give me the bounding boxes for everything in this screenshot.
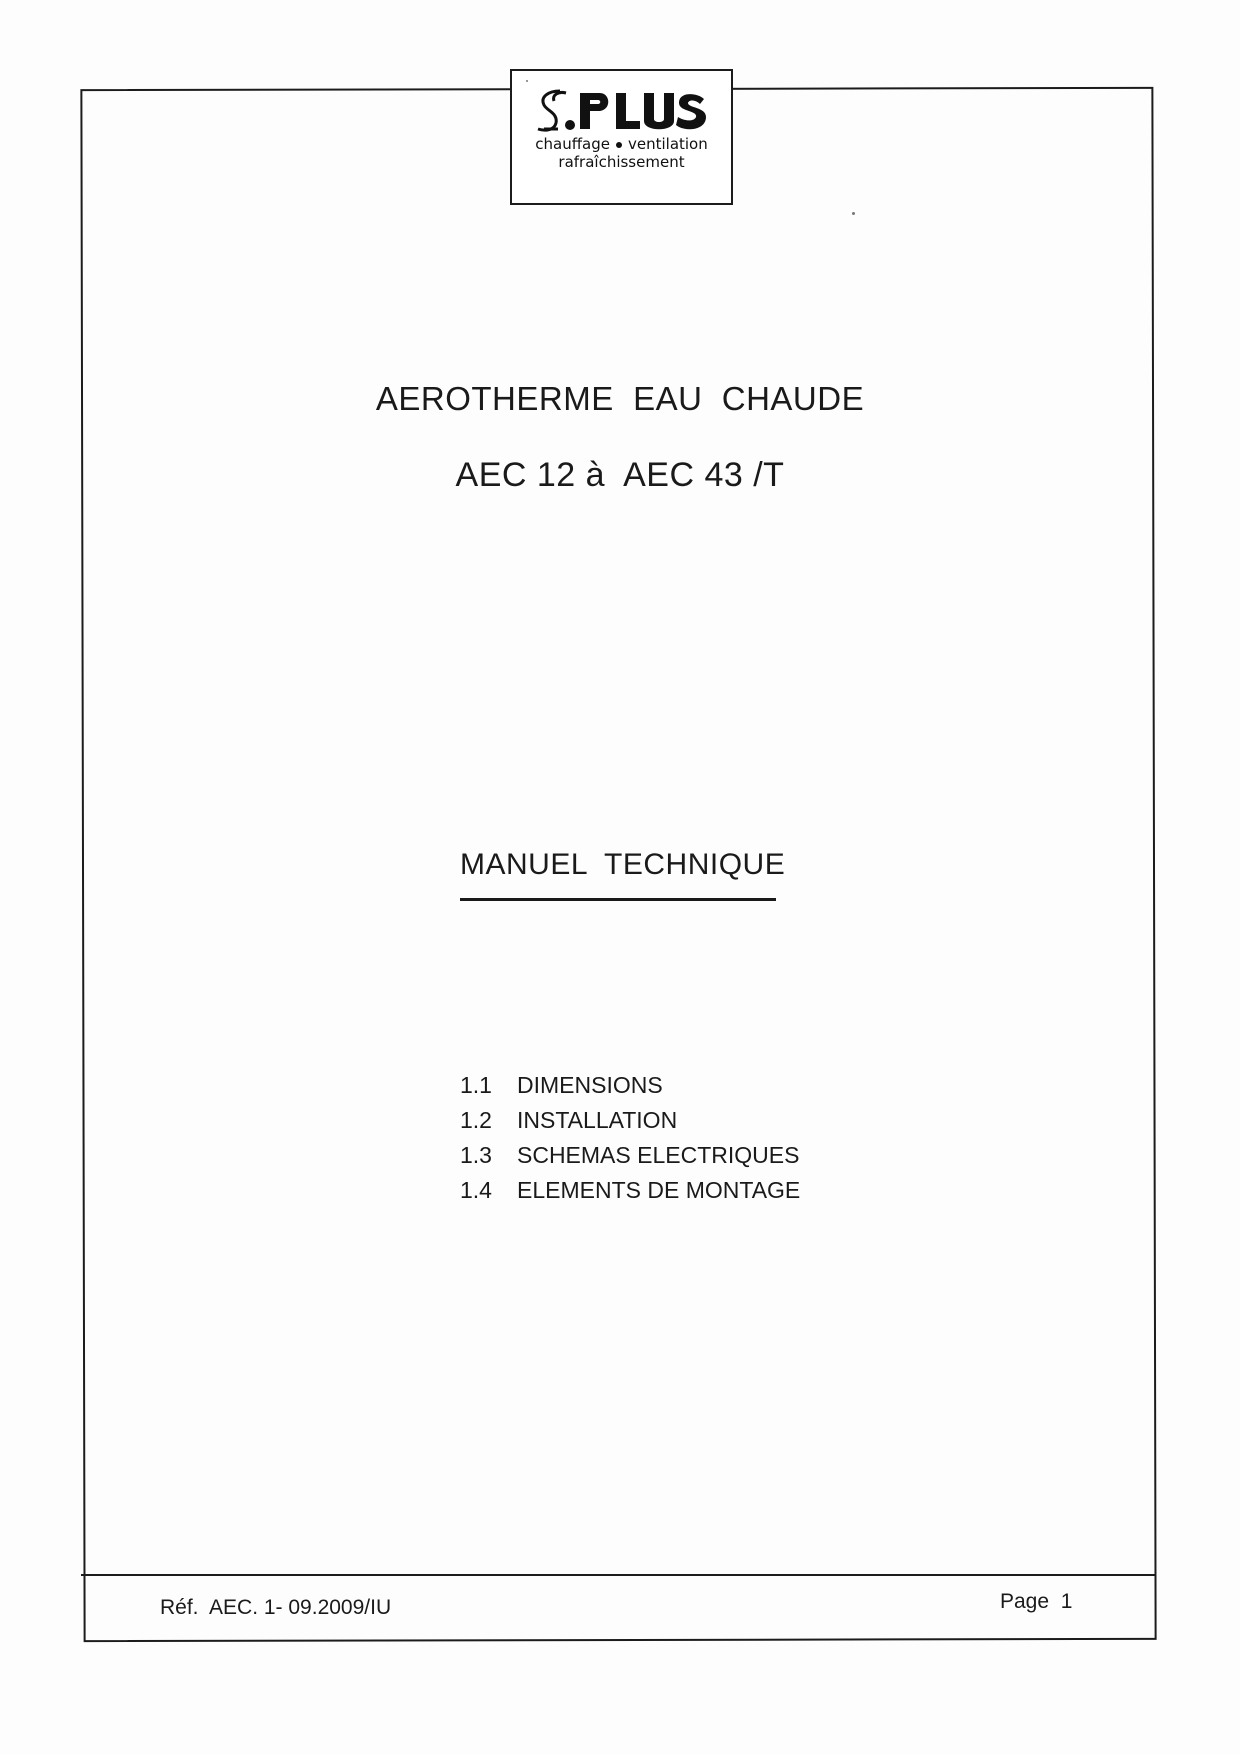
- toc-label: DIMENSIONS: [517, 1072, 663, 1098]
- document-subtitle: AEC 12 à AEC 43 /T: [455, 456, 785, 494]
- bullet-icon: [616, 142, 622, 148]
- logo-tagline-ventilation: ventilation: [627, 135, 708, 153]
- splus-logo-mark: [534, 85, 714, 137]
- logo-tagline-line2: rafraîchissement: [558, 153, 685, 171]
- table-of-contents: [460, 1072, 860, 1212]
- toc-label: INSTALLATION: [517, 1107, 678, 1133]
- toc-number: 1.2: [460, 1107, 492, 1133]
- manual-title-underline: [460, 898, 776, 901]
- toc-label: SCHEMAS ELECTRIQUES: [517, 1142, 800, 1168]
- toc-number: 1.4: [460, 1177, 492, 1203]
- scan-speck: [852, 212, 855, 215]
- toc-number: 1.3: [460, 1142, 492, 1168]
- toc-item-dimensions: [460, 1072, 860, 1107]
- toc-number: 1.1: [460, 1072, 492, 1098]
- footer-divider: [81, 1574, 1155, 1576]
- document-title: AEROTHERME EAU CHAUDE: [375, 380, 865, 417]
- scan-speck: [526, 80, 528, 82]
- logo-tagline-line1: [512, 135, 731, 153]
- toc-item-installation: [460, 1107, 860, 1142]
- company-logo: [510, 69, 733, 205]
- manual-title: MANUEL TECHNIQUE: [460, 848, 786, 881]
- toc-item-electrical-schematics: [460, 1142, 860, 1177]
- footer-page-number: Page 1: [1000, 1590, 1073, 1613]
- toc-item-mounting-elements: [460, 1177, 860, 1212]
- logo-tagline-heating: chauffage: [535, 135, 610, 153]
- toc-label: ELEMENTS DE MONTAGE: [517, 1177, 801, 1203]
- footer-reference: Réf. AEC. 1- 09.2009/IU: [160, 1596, 392, 1619]
